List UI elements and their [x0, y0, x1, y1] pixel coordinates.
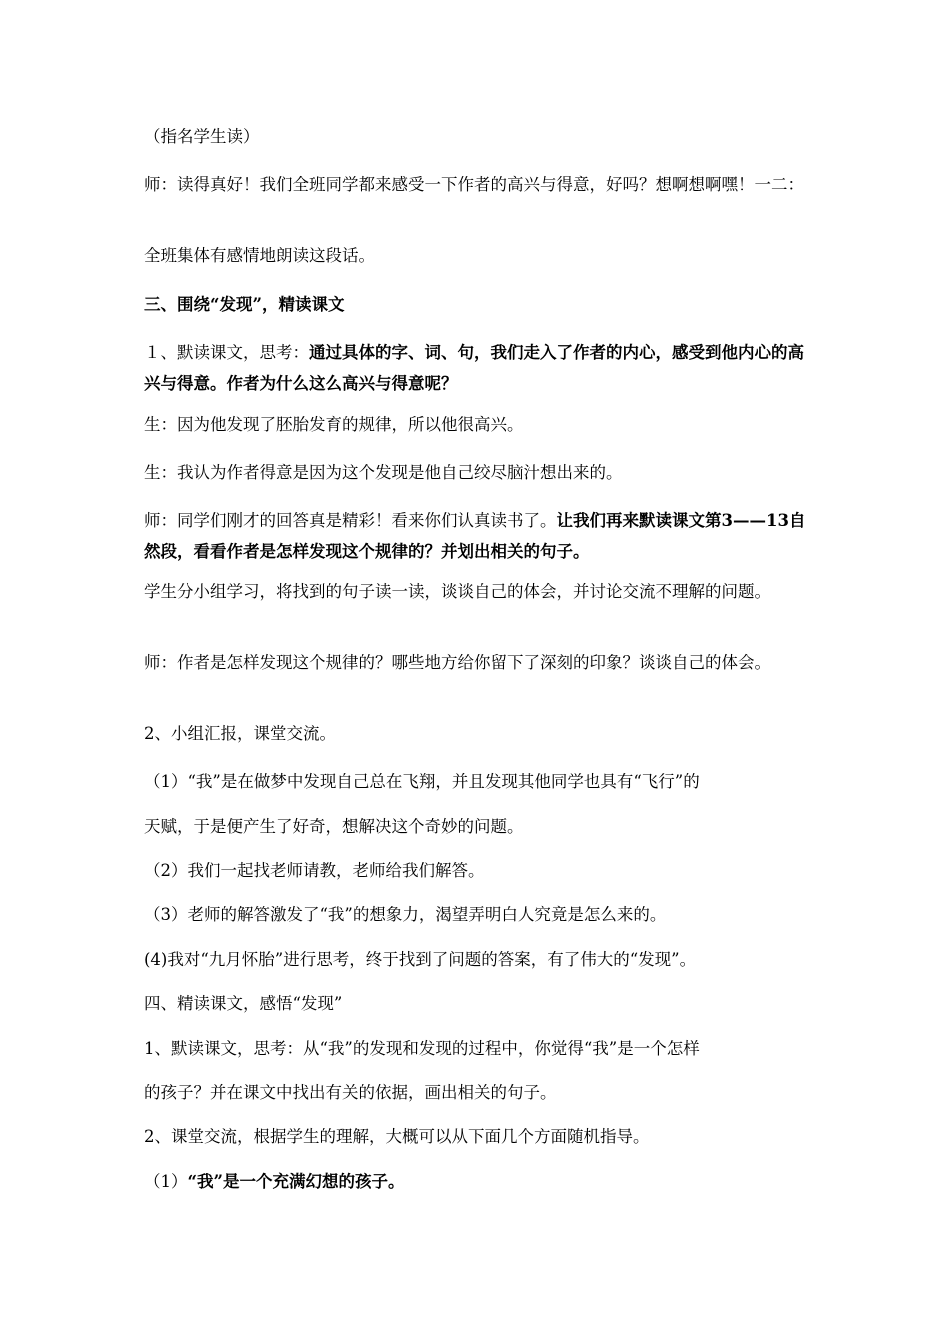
teacher-instruction-bold: 让我们再来默读课文第3——13自然段，看看作者是怎样发现这个规律的？并划出相关的句子。: [144, 511, 806, 561]
question-1-bold: 通过具体的字、词、句，我们走入了作者的内心，感受到他内心的高兴与得意。作者为什么这么高兴与得意呢？: [144, 343, 804, 393]
section-heading-3: 三、围绕“发现”，精读课文: [144, 295, 345, 314]
paragraph-trait-1: [144, 1166, 810, 1197]
paragraph-class-reading: 全班集体有感情地朗读这段话。: [144, 246, 375, 265]
paragraph-point-1-line-2: 天赋，于是便产生了好奇，想解决这个奇妙的问题。: [144, 817, 524, 836]
paragraph-task-1-line-1: 1、默读课文，思考：从“我”的发现和发现的过程中，你觉得“我”是一个怎样: [144, 1039, 700, 1058]
paragraph-teacher-question: 师：作者是怎样发现这个规律的？哪些地方给你留下了深刻的印象？谈谈自己的体会。: [144, 653, 771, 672]
teacher-instruction-lead: 师：同学们刚才的回答真是精彩！看来你们认真读书了。: [144, 511, 557, 530]
paragraph-stage-direction: （指名学生读）: [144, 127, 260, 146]
paragraph-point-3: （3）老师的解答激发了“我”的想象力，渴望弄明白人究竟是怎么来的。: [144, 905, 667, 924]
trait-1-number: （1）: [144, 1172, 188, 1191]
question-1-lead: １、默读课文，思考：: [144, 343, 309, 362]
paragraph-point-4: (4)我对“九月怀胎”进行思考，终于找到了问题的答案，有了伟大的“发现”。: [144, 950, 697, 969]
paragraph-point-1-line-1: （1）“我”是在做梦中发现自己总在飞翔，并且发现其他同学也具有“飞行”的: [144, 772, 700, 791]
paragraph-student-answer-1: 生：因为他发现了胚胎发育的规律，所以他很高兴。: [144, 415, 524, 434]
paragraph-point-2: （2）我们一起找老师请教，老师给我们解答。: [144, 861, 485, 880]
paragraph-task-2: 2、课堂交流，根据学生的理解，大概可以从下面几个方面随机指导。: [144, 1127, 650, 1146]
trait-1-text: “我”是一个充满幻想的孩子。: [187, 1172, 405, 1191]
paragraph-question-1: [144, 337, 810, 399]
paragraph-group-study: 学生分小组学习，将找到的句子读一读，谈谈自己的体会，并讨论交流不理解的问题。: [144, 582, 771, 601]
paragraph-student-answer-2: 生：我认为作者得意是因为这个发现是他自己绞尽脑汁想出来的。: [144, 463, 623, 482]
paragraph-teacher-praise: 师：读得真好！我们全班同学都来感受一下作者的高兴与得意，好吗？想啊想啊嘿！一二：: [144, 175, 804, 194]
paragraph-teacher-instruction: [144, 505, 810, 567]
paragraph-task-1-line-2: 的孩子？并在课文中找出有关的依据，画出相关的句子。: [144, 1083, 557, 1102]
paragraph-group-report: 2、小组汇报，课堂交流。: [144, 724, 336, 743]
section-heading-4: 四、精读课文，感悟“发现”: [144, 994, 343, 1013]
